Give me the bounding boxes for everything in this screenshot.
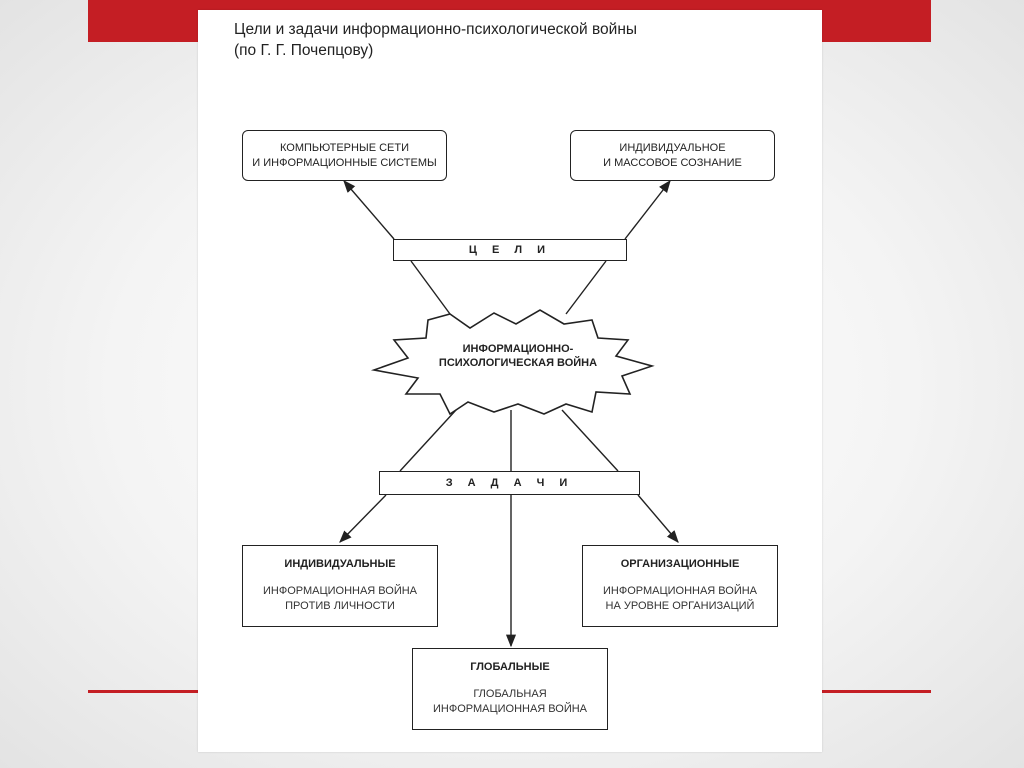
- goal-box-networks: [242, 130, 447, 181]
- accent-bottom-line-right: [820, 690, 931, 693]
- task-global-title: ГЛОБАЛЬНЫЕ: [470, 661, 550, 673]
- task-individual-line-1: ИНФОРМАЦИОННАЯ ВОЙНА: [262, 585, 418, 597]
- arrow-to-consciousness: [625, 181, 670, 239]
- goal-networks-line-2: И ИНФОРМАЦИОННЫЕ СИСТЕМЫ: [252, 156, 437, 169]
- task-organizational-title: ОРГАНИЗАЦИОННЫЕ: [620, 558, 740, 570]
- goal-consciousness-line-2: И МАССОВОЕ СОЗНАНИЕ: [603, 156, 742, 169]
- title-line-1: Цели и задачи информационно-психологической войны: [234, 21, 638, 38]
- line-goals-left: [411, 261, 450, 314]
- goal-consciousness-line-1: ИНДИВИДУАЛЬНОЕ: [619, 141, 726, 154]
- center-label: [418, 342, 618, 370]
- goal-box-consciousness: [570, 130, 775, 181]
- accent-bottom-line-left: [88, 690, 198, 693]
- arrow-to-individual: [340, 495, 386, 542]
- task-individual-title: ИНДИВИДУАЛЬНЫЕ: [284, 558, 396, 570]
- line-goals-right: [566, 261, 606, 314]
- center-line-2: ПСИХОЛОГИЧЕСКАЯ ВОЙНА: [438, 357, 598, 369]
- task-global-line-1: ГЛОБАЛЬНАЯ: [473, 688, 547, 700]
- task-box-organizational: [582, 545, 778, 627]
- diagram-connectors: [198, 10, 822, 752]
- task-individual-body: [243, 584, 437, 614]
- goals-label: Ц Е Л И: [468, 244, 552, 256]
- task-organizational-line-2: НА УРОВНЕ ОРГАНИЗАЦИЙ: [605, 600, 755, 612]
- goals-bar: [393, 239, 627, 261]
- center-line-1: ИНФОРМАЦИОННО-: [462, 343, 574, 355]
- arrow-to-networks: [344, 181, 394, 239]
- title-line-2: (по Г. Г. Почепцову): [234, 42, 374, 59]
- tasks-label: З А Д А Ч И: [445, 477, 574, 489]
- goal-networks-line-1: КОМПЬЮТЕРНЫЕ СЕТИ: [280, 141, 409, 154]
- line-tasks-left: [400, 410, 456, 471]
- task-organizational-body: [583, 584, 777, 614]
- arrow-to-organizational: [638, 495, 678, 542]
- task-global-line-2: ИНФОРМАЦИОННАЯ ВОЙНА: [432, 703, 588, 715]
- tasks-bar: [379, 471, 640, 495]
- diagram-sheet: [198, 10, 822, 752]
- task-individual-line-2: ПРОТИВ ЛИЧНОСТИ: [285, 600, 395, 612]
- task-global-body: [413, 687, 607, 717]
- task-box-individual: [242, 545, 438, 627]
- line-tasks-right: [562, 410, 618, 471]
- task-organizational-line-1: ИНФОРМАЦИОННАЯ ВОЙНА: [602, 585, 758, 597]
- task-box-global: [412, 648, 608, 730]
